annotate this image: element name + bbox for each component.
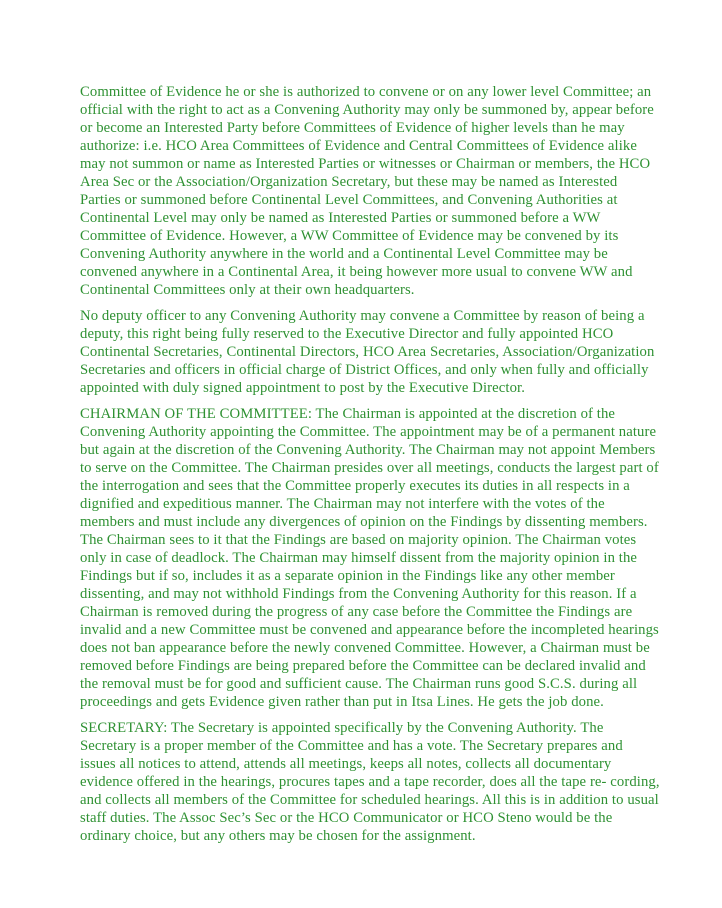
text-line: Convening Authority anywhere in the world and a Continental Level Committee may be [80, 246, 608, 262]
text-line: convened anywhere in a Continental Area, it being however more usual to convene WW and [80, 264, 633, 280]
paragraph-deputy-officer [80, 307, 680, 397]
text-line: Convening Authority appointing the Committee. The appointment may be of a permanent nature [80, 424, 657, 440]
text-line: SECRETARY: The Secretary is appointed specifically by the Convening Authority. The [80, 720, 604, 736]
text-line: removed before Findings are being prepared before the Committee can be declared invalid and [80, 658, 646, 674]
text-line: Continental Secretaries, Continental Directors, HCO Area Secretaries, Association/Organization [80, 344, 655, 360]
text-line: Findings but if so, includes it as a separate opinion in the Findings like any other member [80, 568, 615, 584]
text-line: does not ban appearance before the newly convened Committee. However, a Chairman must be [80, 640, 650, 656]
text-line: Committee of Evidence. However, a WW Committee of Evidence may be convened by its [80, 228, 619, 244]
text-line: official with the right to act as a Convening Authority may only be summoned by, appear before [80, 102, 654, 118]
text-line: but again at the discretion of the Convening Authority. The Chairman may not appoint Members [80, 442, 656, 458]
text-line: Secretaries and officers in official charge of District Offices, and only when fully and officially [80, 362, 649, 378]
text-line: ordinary choice, but any others may be chosen for the assignment. [80, 828, 476, 844]
page-text-block [80, 83, 680, 845]
text-line: only in case of deadlock. The Chairman may himself dissent from the majority opinion in the [80, 550, 638, 566]
text-line: or become an Interested Party before Committees of Evidence of higher levels than he may [80, 120, 625, 136]
text-line: Chairman is removed during the progress of any case before the Committee the Findings are [80, 604, 633, 620]
text-line: proceedings and gets Evidence given rather than put in Itsa Lines. He gets the job done. [80, 694, 604, 710]
text-line: and collects all members of the Committee for scheduled hearings. All this is in addition to usual [80, 792, 659, 808]
paragraph-convening-authority-levels [80, 83, 680, 299]
text-line: appointed with duly signed appointment to post by the Executive Director. [80, 380, 525, 396]
text-line: Area Sec or the Association/Organization Secretary, but these may be named as Interested [80, 174, 618, 190]
text-line: authorize: i.e. HCO Area Committees of Evidence and Central Committees of Evidence alike [80, 138, 637, 154]
text-line: invalid and a new Committee must be convened and appearance before the incompleted hearings [80, 622, 659, 638]
text-line: dissenting, and may not withhold Findings from the Convening Authority for this reason. If a [80, 586, 637, 602]
text-line: dignified and expeditious manner. The Chairman may not interfere with the votes of the [80, 496, 605, 512]
text-line: Continental Level may only be named as Interested Parties or summoned before a WW [80, 210, 601, 226]
text-line: Continental Committees only at their own headquarters. [80, 282, 415, 298]
text-line: to serve on the Committee. The Chairman presides over all meetings, conducts the largest part of [80, 460, 659, 476]
text-line: the removal must be for good and sufficient cause. The Chairman runs good S.C.S. during all [80, 676, 638, 692]
paragraph-secretary [80, 719, 680, 845]
text-line: issues all notices to attend, attends all meetings, keeps all notes, collects all documentary [80, 756, 612, 772]
text-line: deputy, this right being fully reserved to the Executive Director and fully appointed HCO [80, 326, 614, 342]
text-line: Secretary is a proper member of the Committee and has a vote. The Secretary prepares and [80, 738, 623, 754]
text-line: The Chairman sees to it that the Findings are based on majority opinion. The Chairman votes [80, 532, 637, 548]
text-line: the interrogation and sees that the Committee properly executes its duties in all respects in a [80, 478, 630, 494]
text-line: CHAIRMAN OF THE COMMITTEE: The Chairman is appointed at the discretion of the [80, 406, 616, 422]
text-line: members and must include any divergences of opinion on the Findings by dissenting members. [80, 514, 648, 530]
text-line: evidence offered in the hearings, procures tapes and a tape recorder, does all the tape re- cording, [80, 774, 660, 790]
text-line: No deputy officer to any Convening Authority may convene a Committee by reason of being a [80, 308, 645, 324]
text-line: Committee of Evidence he or she is authorized to convene or on any lower level Committee; an [80, 84, 652, 100]
text-line: Parties or summoned before Continental Level Committees, and Convening Authorities at [80, 192, 618, 208]
paragraph-chairman-of-the-committee [80, 405, 680, 711]
text-line: may not summon or name as Interested Parties or witnesses or Chairman or members, the HCO [80, 156, 651, 172]
text-line: staff duties. The Assoc Sec’s Sec or the HCO Communicator or HCO Steno would be the [80, 810, 613, 826]
